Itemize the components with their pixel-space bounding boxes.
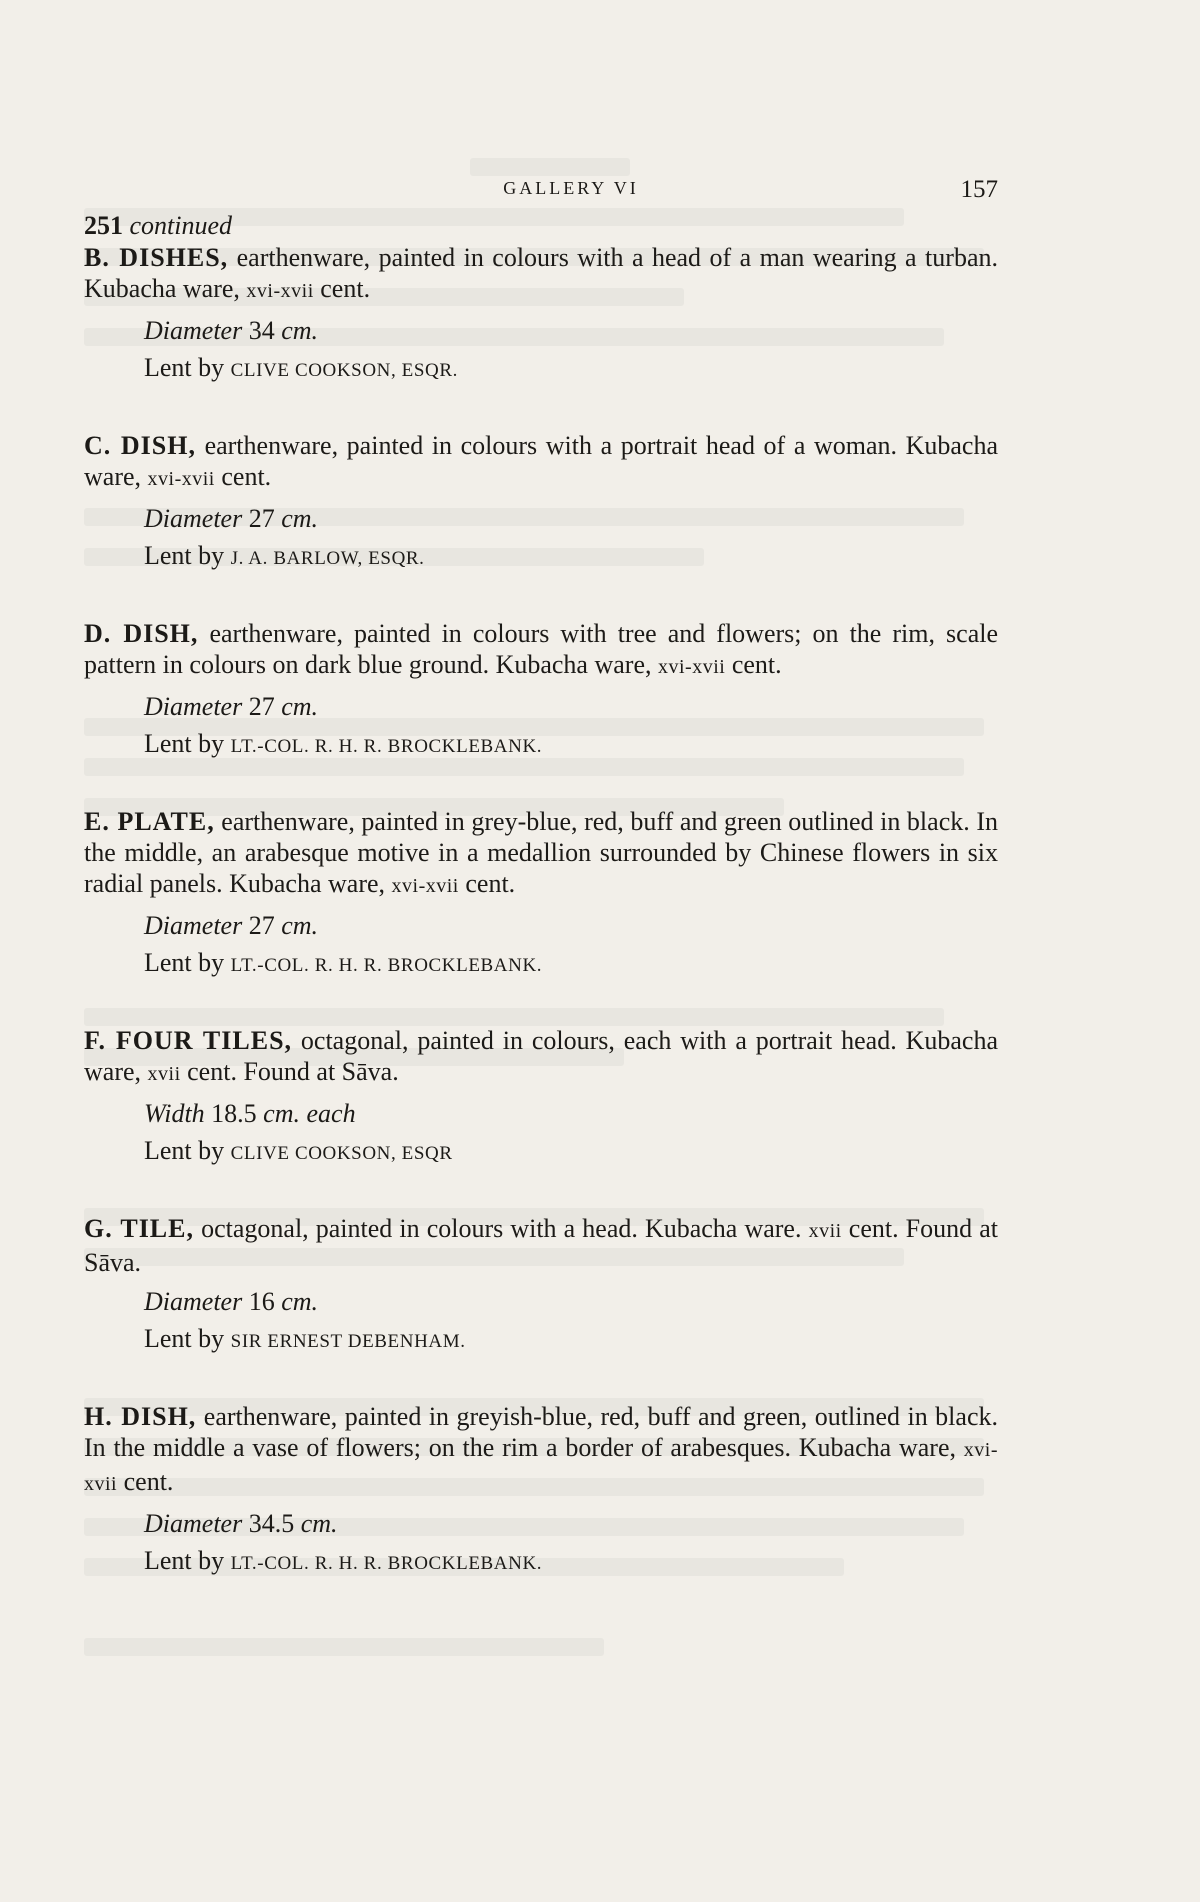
measure-label: Width	[144, 1099, 205, 1128]
lender-prefix: Lent by	[144, 729, 231, 758]
continued-heading	[84, 210, 998, 242]
catalogue-entry	[84, 1213, 998, 1357]
measure-value: 16	[242, 1287, 282, 1316]
catalogue-entry	[84, 806, 998, 981]
measure-unit: cm.	[281, 692, 319, 721]
measure-unit: cm.	[281, 504, 319, 533]
entry-text-before: earthenware, painted in grey-blue, red, buff and green outlined in black. In the middle, an arabesque motive in a medallion surrounded by Chinese flowers in six radial panels. Kubacha ware,	[84, 807, 998, 898]
entry-measurement	[84, 315, 998, 346]
measure-value: 27	[242, 911, 282, 940]
lender-prefix: Lent by	[144, 541, 231, 570]
lender-prefix: Lent by	[144, 1546, 231, 1575]
entry-period: xvi-xvii	[246, 280, 314, 302]
entry-description	[84, 618, 998, 683]
entry-text-before: earthenware, painted in greyish-blue, red, buff and green, outlined in black. In the middle a vase of flowers; on the rim a border of arabesques. Kubacha ware,	[84, 1402, 998, 1462]
page-number: 157	[960, 176, 998, 203]
catalogue-entry	[84, 618, 998, 762]
measure-unit: cm.	[300, 1509, 338, 1538]
entry-lender	[84, 540, 998, 574]
catalogue-page	[84, 176, 998, 1623]
measure-value: 27	[242, 692, 282, 721]
entry-text-after: cent.	[458, 869, 516, 898]
entry-description	[84, 1401, 998, 1500]
entry-measurement	[84, 910, 998, 941]
entry-title: F. FOUR TILES,	[84, 1026, 293, 1055]
lender-prefix: Lent by	[144, 1136, 231, 1165]
measure-label: Diameter	[144, 692, 243, 721]
entry-lender	[84, 1323, 998, 1357]
lender-name: LT.-COL. R. H. R. BROCKLEBANK.	[230, 955, 543, 976]
measure-value: 27	[242, 504, 282, 533]
entry-text-after: cent. Found at Sāva.	[180, 1057, 399, 1086]
entry-description	[84, 242, 998, 307]
entry-measurement	[84, 1286, 998, 1317]
running-title: GALLERY VI	[503, 178, 639, 198]
catalogue-entry	[84, 1401, 998, 1579]
measure-unit: cm. each	[263, 1099, 356, 1128]
entry-title: D. DISH,	[84, 619, 199, 648]
lender-name: SIR ERNEST DEBENHAM.	[230, 1331, 466, 1352]
entry-period: xvi-xvii	[84, 1439, 998, 1495]
lender-name: J. A. BARLOW, ESQR.	[230, 548, 425, 569]
running-header	[84, 176, 998, 210]
entry-lender	[84, 728, 998, 762]
entry-text-after: cent.	[313, 274, 371, 303]
entry-text-after: cent.	[725, 650, 782, 679]
measure-value: 18.5	[204, 1099, 264, 1128]
entry-description	[84, 1025, 998, 1090]
entry-lender	[84, 1545, 998, 1579]
entry-lender	[84, 352, 998, 386]
entry-period: xvi-xvii	[147, 468, 215, 490]
entry-list	[84, 242, 998, 1579]
entry-period: xvii	[808, 1220, 842, 1242]
entry-title: B. DISHES,	[84, 243, 229, 272]
lender-name: LT.-COL. R. H. R. BROCKLEBANK.	[230, 736, 543, 757]
lender-prefix: Lent by	[144, 1324, 231, 1353]
entry-period: xvi-xvii	[657, 656, 726, 678]
entry-description	[84, 1213, 998, 1278]
entry-measurement	[84, 691, 998, 722]
measure-label: Diameter	[144, 316, 243, 345]
entry-text-before: earthenware, painted in colours with a portrait head of a woman. Kubacha ware,	[84, 431, 998, 491]
entry-text-before: earthenware, painted in colours with tree and flowers; on the rim, scale pattern in colours on dark blue ground. Kubacha ware,	[84, 619, 999, 679]
continued-label: continued	[129, 211, 233, 240]
entry-text-before: earthenware, painted in colours with a head of a man wearing a turban. Kubacha ware,	[84, 243, 998, 303]
entry-period: xvii	[147, 1063, 181, 1085]
entry-measurement	[84, 1508, 998, 1539]
lender-prefix: Lent by	[144, 353, 231, 382]
entry-text-after: cent. Found at Sāva.	[84, 1214, 998, 1277]
entry-measurement	[84, 503, 998, 534]
entry-text-after: cent.	[117, 1467, 174, 1496]
measure-label: Diameter	[144, 1509, 243, 1538]
lender-prefix: Lent by	[144, 948, 231, 977]
measure-value: 34	[242, 316, 282, 345]
entry-description	[84, 430, 998, 495]
measure-label: Diameter	[144, 504, 243, 533]
entry-title: G. TILE,	[84, 1214, 194, 1243]
entry-lender	[84, 1135, 998, 1169]
lender-name: CLIVE COOKSON, ESQR	[230, 1143, 453, 1164]
entry-text-before: octagonal, painted in colours with a head. Kubacha ware.	[194, 1214, 809, 1243]
entry-measurement	[84, 1098, 998, 1129]
catalogue-entry	[84, 242, 998, 386]
measure-unit: cm.	[281, 316, 319, 345]
catalogue-entry	[84, 1025, 998, 1169]
entry-title: H. DISH,	[84, 1402, 197, 1431]
measure-label: Diameter	[144, 1287, 243, 1316]
entry-description	[84, 806, 998, 902]
measure-unit: cm.	[281, 911, 319, 940]
lender-name: LT.-COL. R. H. R. BROCKLEBANK.	[230, 1553, 543, 1574]
measure-label: Diameter	[144, 911, 243, 940]
entry-title: C. DISH,	[84, 431, 196, 460]
measure-value: 34.5	[242, 1509, 301, 1538]
entry-title: E. PLATE,	[84, 807, 215, 836]
catalogue-number: 251	[84, 211, 123, 240]
entry-text-after: cent.	[214, 462, 272, 491]
lender-name: CLIVE COOKSON, ESQR.	[230, 360, 459, 381]
entry-text-before: octagonal, painted in colours, each with a portrait head. Kubacha ware,	[84, 1026, 998, 1086]
catalogue-entry	[84, 430, 998, 574]
measure-unit: cm.	[281, 1287, 319, 1316]
entry-lender	[84, 947, 998, 981]
entry-period: xvi-xvii	[391, 875, 459, 897]
